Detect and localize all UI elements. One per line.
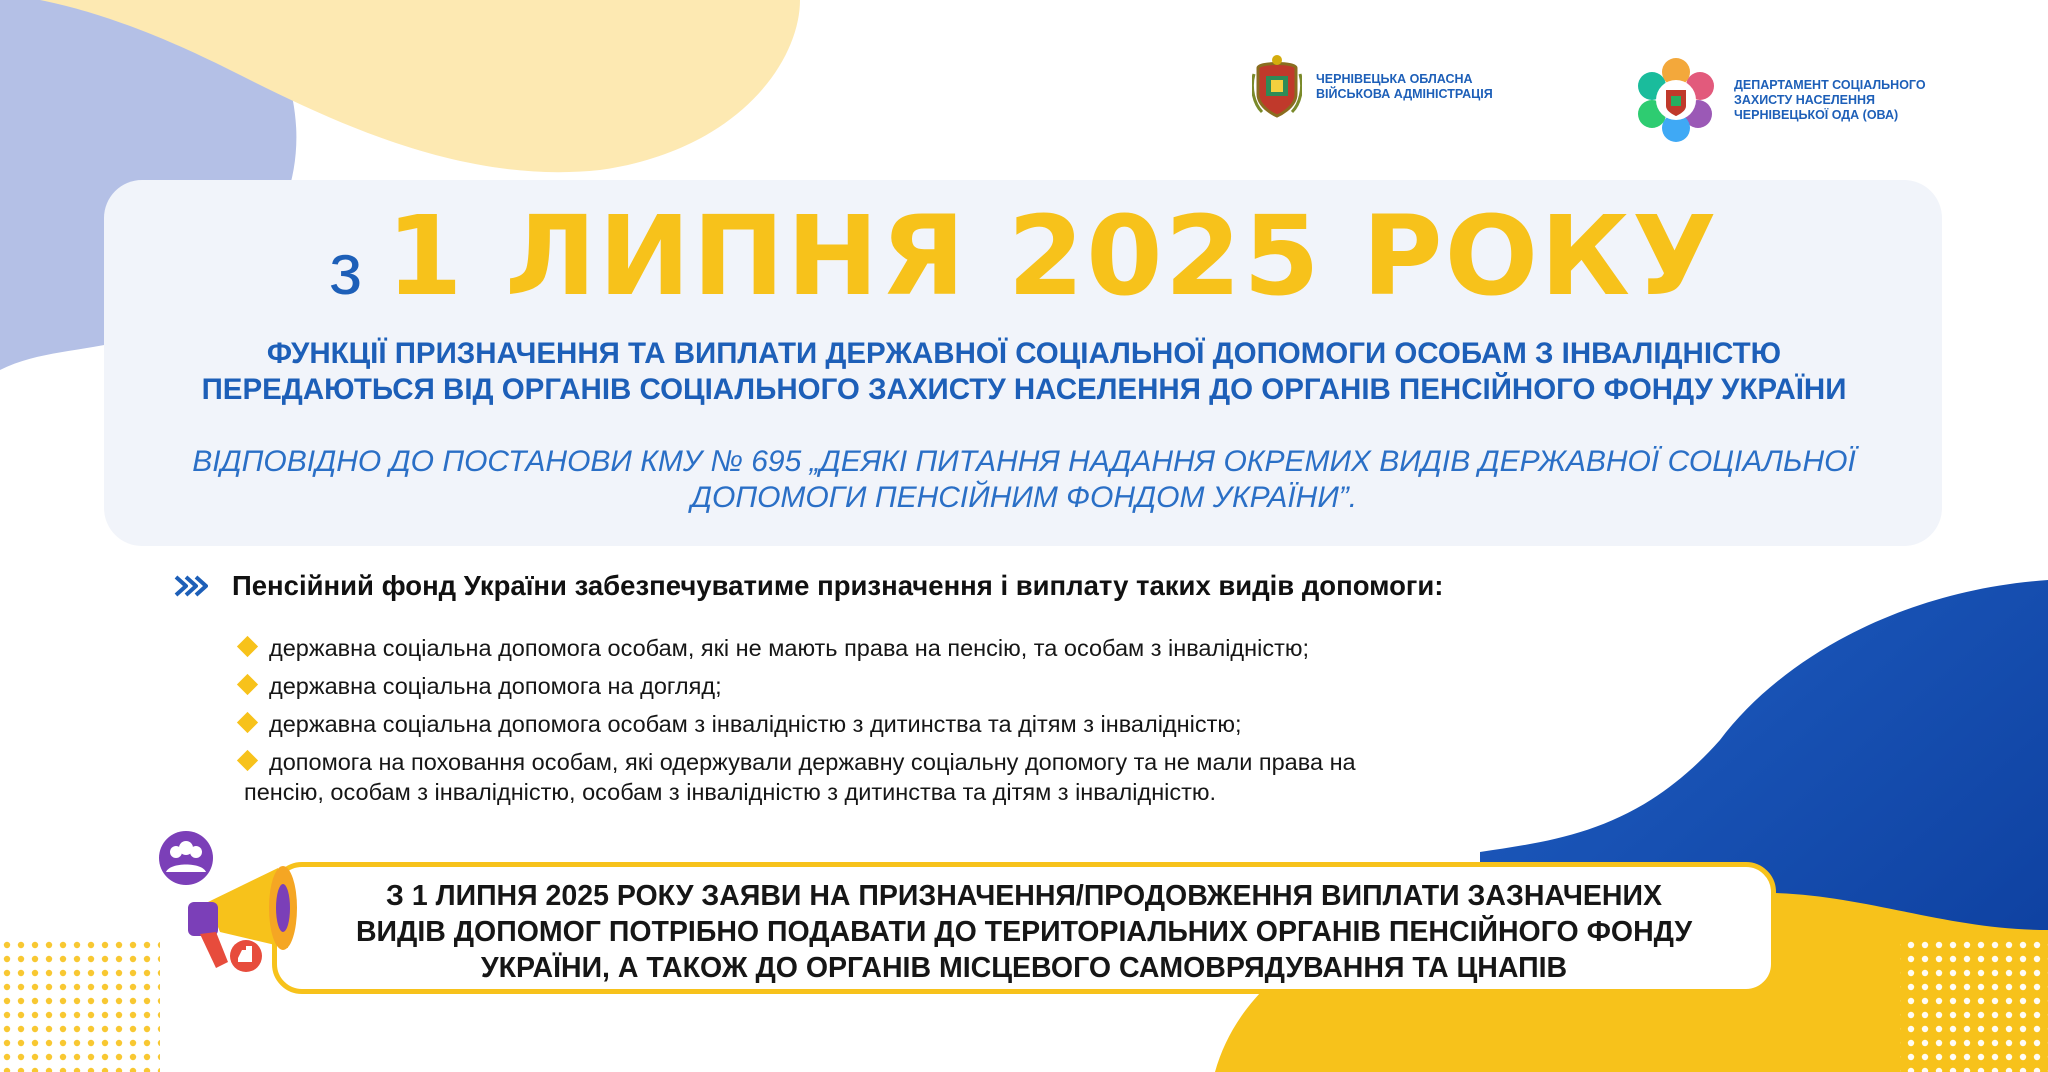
list-item [238, 634, 1309, 663]
reference-line-2: ДОПОМОГИ ПЕНСІЙНИМ ФОНДОМ УКРАЇНИ”. [690, 481, 1358, 514]
list-item [238, 710, 1242, 739]
callout-line-2: ВИДІВ ДОПОМОГ ПОТРІБНО ПОДАВАТИ ДО ТЕРИТОРІАЛЬНИХ ОРГАНІВ ПЕНСІЙНОГО ФОНДУ [355, 916, 1693, 948]
headline-date: 1 ЛИПНЯ 2025 РОКУ [386, 192, 1719, 320]
list-item-text: допомога на поховання особам, які одержували державну соціальну допомогу та не мали права на [269, 749, 1356, 775]
callout-line-3: УКРАЇНИ, А ТАКОЖ ДО ОРГАНІВ МІСЦЕВОГО САМОВРЯДУВАННЯ ТА ЦНАПІВ [480, 952, 1568, 984]
social-protection-logo-icon [1630, 54, 1722, 146]
headline [0, 192, 2048, 320]
logo-right-line1: ДЕПАРТАМЕНТ СОЦІАЛЬНОГО [1734, 77, 1926, 92]
reference-line-1: ВІДПОВІДНО ДО ПОСТАНОВИ КМУ № 695 „ДЕЯКІ ПИТАННЯ НАДАННЯ ОКРЕМИХ ВИДІВ ДЕРЖАВНОЇ СОЦІАЛЬНОЇ [192, 445, 1856, 478]
list-item-continuation: пенсію, особам з інвалідністю, особам з інвалідністю з дитинства та дітям з інвалідністю. [244, 779, 1217, 805]
diamond-bullet-icon [237, 674, 258, 695]
list-item-text: державна соціальна допомога особам, які не мають права на пенсію, та особам з інвалідністю; [269, 635, 1310, 661]
list-item [238, 672, 722, 701]
list-item-text: державна соціальна допомога особам з інвалідністю з дитинства та дітям з інвалідністю; [269, 711, 1242, 737]
diamond-bullet-icon [237, 750, 258, 771]
logo-left-line2: ВІЙСЬКОВА АДМІНІСТРАЦІЯ [1316, 87, 1493, 101]
logo-right-line3: ЧЕРНІВЕЦЬКОЇ ОДА (ОВА) [1734, 107, 1899, 122]
megaphone-icon [150, 828, 310, 978]
subtitle-line-1: ФУНКЦІЇ ПРИЗНАЧЕННЯ ТА ВИПЛАТИ ДЕРЖАВНОЇ СОЦІАЛЬНОЇ ДОПОМОГИ ОСОБАМ З ІНВАЛІДНІСТЮ [266, 337, 1782, 370]
logo-left-line1: ЧЕРНІВЕЦЬКА ОБЛАСНА [1316, 72, 1473, 86]
diamond-bullet-icon [237, 712, 258, 733]
logo-right-line2: ЗАХИСТУ НАСЕЛЕННЯ [1734, 92, 1876, 107]
subtitle-line-2: ПЕРЕДАЮТЬСЯ ВІД ОРГАНІВ СОЦІАЛЬНОГО ЗАХИСТУ НАСЕЛЕННЯ ДО ОРГАНІВ ПЕНСІЙНОГО ФОНДУ УКРАЇНИ [201, 373, 1847, 406]
diamond-bullet-icon [237, 636, 258, 657]
social-department-logo [1630, 54, 1926, 146]
headline-prefix: з [329, 230, 363, 310]
regional-administration-logo [1252, 54, 1493, 120]
lead-statement [174, 570, 1443, 602]
coat-of-arms-icon [1252, 54, 1302, 120]
list-item [238, 748, 1356, 777]
callout-line-1: З 1 ЛИПНЯ 2025 РОКУ ЗАЯВИ НА ПРИЗНАЧЕННЯ/ПРОДОВЖЕННЯ ВИПЛАТИ ЗАЗНАЧЕНИХ [386, 880, 1662, 912]
lead-text: Пенсійний фонд України забезпечуватиме призначення і виплату таких видів допомоги: [232, 570, 1444, 601]
double-chevron-right-icon [174, 575, 208, 597]
list-item-text: державна соціальна допомога на догляд; [269, 673, 722, 699]
